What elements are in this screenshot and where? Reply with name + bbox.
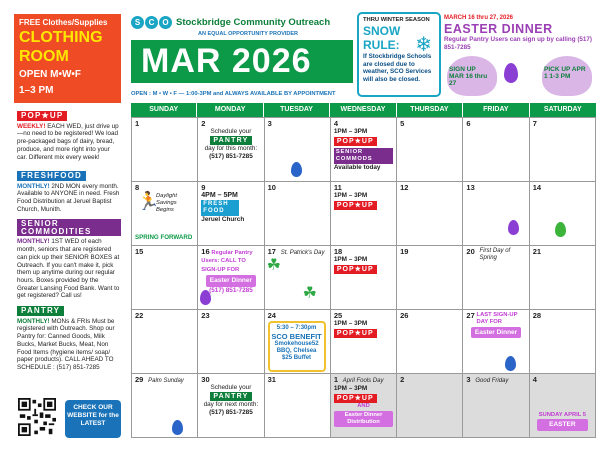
check-website-button[interactable]: CHECK OUR WEBSITE for the LATEST xyxy=(65,400,121,438)
snow-rule-body: If Stockbridge Schools are closed due to weather, SCO Services will also be closed. xyxy=(363,53,432,83)
event-text: Available today xyxy=(333,163,381,171)
day-number: 28 xyxy=(532,311,542,320)
popup-badge: POP★UP xyxy=(334,394,377,403)
event-location: Jeruel Church xyxy=(201,215,245,223)
day-number: 4 xyxy=(333,119,339,128)
event-note: First Day of Spring xyxy=(479,248,511,262)
easter-dinner-distribution-badge: Easter Dinner Distribution xyxy=(334,411,393,428)
benefit-time: 5:30 – 7:30pm xyxy=(276,325,317,331)
open-hours: OPEN : M • W • F — 1:00-3PM and ALWAYS AVAILABLE BY APPOINTMENT xyxy=(131,91,336,97)
day-cell[interactable] xyxy=(397,118,463,182)
logo-letter-o: O xyxy=(159,16,172,29)
day-number: 13 xyxy=(466,183,475,192)
weekday-saturday: SATURDAY xyxy=(530,103,596,117)
day-number: 24 xyxy=(267,311,276,320)
day-cell[interactable] xyxy=(331,374,397,438)
senior-text: 1ST WED of each month, seniors that are registered can pick up their SENIOR BOXES at Outreach. If you can't make it, pick them up anytime during our regular hours. Boxes provided by the Greater Lansing Food Bank. Want to get registered? Call us! xyxy=(17,238,120,300)
clothing-open-days: OPEN M•W•F xyxy=(19,69,81,80)
day-cell[interactable] xyxy=(397,310,463,374)
day-cell[interactable] xyxy=(265,246,331,310)
day-number: 21 xyxy=(532,247,542,256)
day-number: 30 xyxy=(201,375,210,384)
day-cell[interactable] xyxy=(463,246,529,310)
event-text: Schedule your xyxy=(210,128,252,136)
benefit-venue: Smokehouse52 BBQ, Chelsea xyxy=(274,341,319,354)
event-time: 1PM – 3PM xyxy=(333,320,368,328)
weekday-monday: MONDAY xyxy=(197,103,263,117)
calendar xyxy=(131,103,596,438)
easter-body: Regular Pantry Users can sign up by calling (517) 851-7285 xyxy=(444,36,593,51)
easter-dinner-badge: Easter Dinner xyxy=(471,327,521,338)
day-number: 10 xyxy=(267,183,276,192)
easter-egg-icon xyxy=(555,222,566,237)
day-cell[interactable] xyxy=(198,246,264,310)
shamrock-icon: ☘ xyxy=(266,257,281,274)
logo-letter-c: C xyxy=(145,16,158,29)
weekday-tuesday: TUESDAY xyxy=(264,103,330,117)
freshfood-text: 2ND MON every month. Available to ANYONE in need. Fresh Food Distribution at Jeruel Baptist Church, Munith. xyxy=(17,182,120,213)
day-cell[interactable] xyxy=(331,310,397,374)
weekday-thursday: THURSDAY xyxy=(397,103,463,117)
day-cell[interactable] xyxy=(463,310,529,374)
popup-heading: POP★UP xyxy=(17,111,67,121)
popup-text: EACH WED, just drive up—no need to be registered! We load pre-packaged bags of dairy, bread, produce, and more right into your car. Different mix every week! xyxy=(17,122,119,161)
day-cell[interactable] xyxy=(530,310,596,374)
weekday-friday: FRIDAY xyxy=(463,103,529,117)
day-number: 4 xyxy=(532,375,537,384)
day-cell[interactable] xyxy=(132,310,198,374)
day-number: 25 xyxy=(333,311,343,320)
popup-badge: POP★UP xyxy=(334,201,377,210)
pantry-lead: MONTHLY! xyxy=(17,317,50,325)
day-number: 9 xyxy=(201,183,206,192)
easter-signup: SIGN UP MAR 16 thru 27 xyxy=(449,66,488,88)
day-cell[interactable] xyxy=(265,310,331,374)
day-number: 14 xyxy=(532,183,542,192)
shamrock-icon: ☘ xyxy=(302,285,317,302)
day-cell[interactable] xyxy=(265,182,331,246)
event-time: 1PM – 3PM xyxy=(333,128,368,136)
day-number: 15 xyxy=(135,247,144,256)
day-number: 22 xyxy=(135,311,144,320)
sco-benefit-box xyxy=(268,321,326,372)
snow-rule-title-2: RULE: xyxy=(363,38,400,52)
senior-program xyxy=(17,219,121,300)
event-note: Daylight Savings Begins xyxy=(156,193,177,213)
day-number: 3 xyxy=(267,119,272,128)
event-text: SPRING FORWARD xyxy=(135,234,193,241)
clothing-free-label: FREE Clothes/Supplies xyxy=(19,18,108,27)
pantry-badge: PANTRY xyxy=(210,136,251,145)
day-number: 20 xyxy=(466,247,475,256)
snow-rule-title-1: SNOW xyxy=(363,24,401,38)
day-number: 31 xyxy=(267,375,276,384)
easter-title: EASTER DINNER xyxy=(444,22,553,36)
day-number: 11 xyxy=(333,183,342,192)
day-cell[interactable] xyxy=(530,374,596,438)
event-text: AND xyxy=(357,403,370,410)
day-number: 5 xyxy=(400,119,405,128)
pantry-badge: PANTRY xyxy=(210,392,251,401)
popup-badge: POP★UP xyxy=(334,137,377,146)
day-cell[interactable] xyxy=(530,118,596,182)
day-number: 18 xyxy=(333,247,343,256)
calendar-grid xyxy=(131,117,596,438)
day-cell[interactable] xyxy=(132,118,198,182)
day-number: 23 xyxy=(201,311,210,320)
event-phone: (517) 851-7285 xyxy=(209,152,253,160)
day-number: 19 xyxy=(400,247,409,256)
event-time: 1PM – 3PM xyxy=(333,192,368,200)
event-time: 1PM – 3PM xyxy=(333,256,368,264)
event-phone: (517) 851-7285 xyxy=(209,408,253,416)
day-number: 1 xyxy=(333,375,339,384)
weekday-sunday: SUNDAY xyxy=(131,103,197,117)
day-cell[interactable] xyxy=(397,246,463,310)
easter-dinner-badge: Easter Dinner xyxy=(206,275,256,286)
freshfood-badge: FRESH FOOD xyxy=(201,200,239,216)
logo-letter-s: S xyxy=(131,16,144,29)
easter-dinner-box xyxy=(444,15,594,97)
day-number: 17 xyxy=(267,247,276,256)
clothing-title-line2: ROOM xyxy=(19,48,69,65)
day-number: 12 xyxy=(400,183,409,192)
day-cell[interactable] xyxy=(463,182,529,246)
day-cell[interactable] xyxy=(463,118,529,182)
easter-egg-icon xyxy=(508,220,519,235)
event-note: April Fools Day xyxy=(342,378,384,384)
popup-program xyxy=(17,111,121,161)
day-cell[interactable] xyxy=(530,182,596,246)
page-title: MAR 2026 xyxy=(131,40,353,83)
snowflake-icon: ❄ xyxy=(415,34,432,56)
clothing-open-time: 1–3 PM xyxy=(19,85,54,96)
day-cell[interactable] xyxy=(265,374,331,438)
senior-commods-badge: SENIOR COMMODS xyxy=(334,148,393,164)
popup-badge: POP★UP xyxy=(334,329,377,338)
event-text: Regular Pantry Users: CALL TO SIGN-UP FOR xyxy=(201,250,253,273)
day-number: 6 xyxy=(466,119,471,128)
sco-logo xyxy=(131,15,330,29)
calendar-weekday-header xyxy=(131,103,596,117)
qr-code-icon[interactable] xyxy=(18,398,56,436)
pantry-heading: PANTRY xyxy=(17,306,64,316)
easter-egg-icon xyxy=(172,420,183,435)
day-cell[interactable] xyxy=(198,374,264,438)
day-cell[interactable] xyxy=(530,246,596,310)
easter-egg-icon xyxy=(504,63,518,83)
day-cell[interactable] xyxy=(331,118,397,182)
freshfood-lead: MONTHLY! xyxy=(17,182,50,190)
snow-rule-box xyxy=(357,12,441,97)
day-cell[interactable] xyxy=(397,374,463,438)
day-number: 2 xyxy=(400,375,405,384)
clothing-title-line1: CLOTHING xyxy=(19,29,103,46)
day-number: 27 xyxy=(466,311,475,320)
weekday-wednesday: WEDNESDAY xyxy=(330,103,396,117)
day-cell[interactable] xyxy=(132,182,198,246)
day-number: 8 xyxy=(135,183,140,192)
day-number: 1 xyxy=(135,119,140,128)
day-cell[interactable] xyxy=(463,374,529,438)
freshfood-program xyxy=(17,171,121,214)
day-cell[interactable] xyxy=(397,182,463,246)
day-cell[interactable] xyxy=(132,246,198,310)
easter-egg-icon xyxy=(291,162,302,177)
sidebar xyxy=(0,0,125,457)
day-cell[interactable] xyxy=(132,374,198,438)
event-text: Schedule your xyxy=(210,384,252,392)
event-time: 1PM – 3PM xyxy=(333,385,368,393)
day-number: 7 xyxy=(532,119,537,128)
freshfood-heading: FRESHFOOD xyxy=(17,171,86,181)
event-text: day for next month: xyxy=(203,401,259,409)
benefit-title: SCO BENEFIT xyxy=(271,332,322,341)
day-cell[interactable] xyxy=(265,118,331,182)
easter-pickup: PICK UP APR 1 1-3 PM xyxy=(544,66,586,81)
day-number: 26 xyxy=(400,311,409,320)
day-cell[interactable] xyxy=(198,310,264,374)
senior-heading: SENIOR COMMODITIES xyxy=(17,219,121,236)
running-man-icon: 🏃 xyxy=(137,191,160,211)
easter-egg-icon xyxy=(505,356,516,371)
easter-date-range: MARCH 16 thru 27, 2026 xyxy=(444,15,514,21)
event-time: 4PM – 5PM xyxy=(201,192,238,200)
day-number: 29 xyxy=(135,375,144,384)
pantry-program xyxy=(17,306,121,372)
day-number: 3 xyxy=(466,375,471,384)
event-note: Good Friday xyxy=(475,378,509,384)
day-cell[interactable] xyxy=(331,246,397,310)
event-text: SUNDAY APRIL 5 xyxy=(538,412,587,418)
clothing-room-box xyxy=(14,14,121,103)
pantry-text: MONs & FRIs Must be registered with Outreach. Shop our Pantry for: Canned Goods, Milk Bucks, Market Bucks, Meat, Non Food Items (hygiene items/ soap/ paper products). CALL AHEAD TO SCHEDULE : (517) 851-7285 xyxy=(17,317,115,371)
equal-opportunity-label: AN EQUAL OPPORTUNITY PROVIDER xyxy=(198,31,299,37)
event-note: Palm Sunday xyxy=(148,378,184,384)
easter-badge: EASTER xyxy=(537,419,587,430)
popup-badge: POP★UP xyxy=(334,265,377,274)
snow-season-label: THRU WINTER SEASON xyxy=(363,17,430,23)
event-text: day for this month: xyxy=(204,145,258,153)
day-cell[interactable] xyxy=(331,182,397,246)
day-cell[interactable] xyxy=(198,118,264,182)
event-note: St. Patrick's Day xyxy=(280,250,325,256)
senior-lead: MONTHLY! xyxy=(17,238,50,246)
benefit-price: $25 Buffet xyxy=(282,355,312,361)
org-name: Stockbridge Community Outreach xyxy=(176,16,331,28)
event-text: LAST SIGN-UP DAY FOR xyxy=(476,312,518,326)
popup-lead: WEEKLY! xyxy=(17,122,46,130)
day-number: 16 xyxy=(201,247,210,256)
day-cell[interactable] xyxy=(198,182,264,246)
event-phone: (517) 851-7285 xyxy=(209,286,253,294)
day-number: 2 xyxy=(201,119,206,128)
easter-egg-icon xyxy=(200,290,211,305)
